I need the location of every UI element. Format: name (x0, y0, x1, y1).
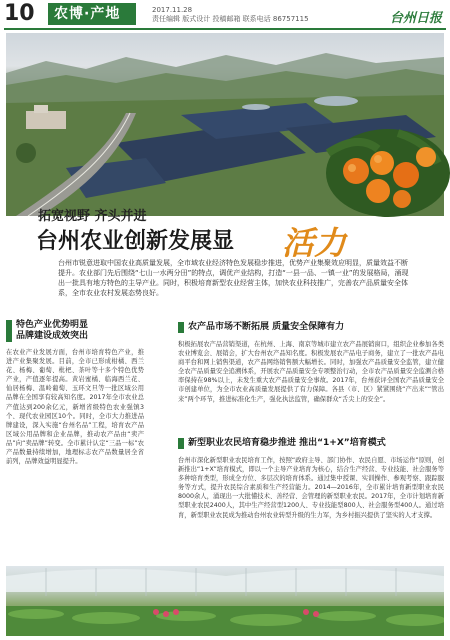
section-heading-specialty (6, 320, 88, 342)
section-title: 农博·产地 (54, 6, 121, 22)
headline: 台州农业创新发展显 (36, 229, 235, 254)
article-column-market: 积极拓展农产品营销渠道，在杭州、上海、南京等城市建立农产品展销窗口，组织企业参加各类农业博览会、展销会，扩大台州农产品知名度。积极发展农产品电子商务，建立了一批农产品电商平台和网上销售渠道，农产品网络销售额大幅增长。同时，加强农产品质量安全监管，建立健全农产品质量安全追溯体系，开展农产品质量安全专项整治行动，全市农产品质量安全监测合格率保持在98%以上，未发生重大农产品质量安全事故。2017年，台州获评全国农产品质量安全市创建单位，为全市农业高质量发展提供了有力保障。各县（市、区）紧紧围绕“产出来”“管出来”两个环节，推进标准化生产，强化执法监管，确保群众“舌尖上的安全”。 (178, 341, 444, 403)
section-heading-line: 农产品市场不断拓展 质量安全保障有力 (188, 322, 345, 332)
section-heading-farmers (178, 438, 386, 449)
article-column-specialty: 在农业产业发展方面，台州市培育特色产业，推进产业集聚发展。目前，全市已形成柑橘、西兰花、杨梅、葡萄、枇杷、茶叶等十多个特色优势产业，产值逐年提高。黄岩蜜橘、临海西兰花、仙居杨梅、温岭葡萄、玉环文旦等一批区域公用品牌在全国享有较高知名度。2017年全市农业总产值达到200余亿元，新增省级特色农业强镇3个、现代农业园区10个。同时，全市大力推进品牌建设，深入实施“台州名品”工程，培育农产品区域公用品牌和企业品牌，推动农产品由“卖产品”向“卖品牌”转变。全市累计认定“三品一标”农产品数量持续增加，地理标志农产品数量居全省前列，品牌效益明显提升。 (6, 349, 144, 466)
section-heading-line: 新型职业农民培育稳步推进 推出“1+X”培育模式 (188, 438, 386, 448)
masthead-rule (4, 28, 446, 30)
greenhouse-illustration (6, 566, 444, 636)
greenhouse-photo (6, 566, 444, 636)
headline-accent: 活力 (282, 224, 347, 262)
section-heading-line: 品牌建设成效突出 (16, 331, 89, 341)
issue-date: 2017.11.28 (152, 6, 193, 14)
masthead (0, 0, 450, 30)
page-number: 10 (4, 1, 35, 26)
editor-info: 责任编辑 版式设计 投稿邮箱 联系电话 86757115 (152, 15, 309, 23)
lead-paragraph: 台州市锐意进取中国农业高质量发展，全市域农业经济特色发展稳步推进，优势产业集聚效应明显，质量效益不断提升。农业部门先后围绕“七山一水两分田”的特点，调优产业结构，打造“一县一品、一镇一业”的发展格局，涌现出一批具有地方特色的主导产业。同时，积极培育新型农业经营主体，加快农业科技推广，完善农产品质量安全体系，全市农业农村发展态势良好。 (58, 259, 409, 297)
headline-kicker: 拓宽视野 齐头并进 (38, 209, 147, 224)
newspaper-logo: 台州日报 (389, 11, 442, 26)
article-column-farmers: 台州市深化新型职业农民培育工作，按照“政府主导、部门协作、农民自愿、市场运作”原则，创新推出“1+X”培育模式，即以一个主导产业培育为核心，结合生产经营、专业技能、社会服务等多种培育类型，形成全方位、多层次的培育体系。通过集中授课、实训操作、参观考察、跟踪服务等方式，提升农民综合素质和生产经营能力。2014—2016年，全市累计培育新型职业农民8000余人，涌现出一大批懂技术、善经营、会管理的新型职业农民。2017年，全市计划培育新型职业农民2400人，其中生产经营型1200人、专业技能型800人、社会服务型400人。通过培育，新型职业农民成为推动台州农业转型升级的生力军，为乡村振兴提供了坚实的人才支撑。 (178, 457, 444, 519)
citrus-fruit-image (308, 113, 450, 217)
section-heading-market (178, 322, 344, 333)
section-heading-line: 特色产业优势明显 (16, 320, 89, 330)
